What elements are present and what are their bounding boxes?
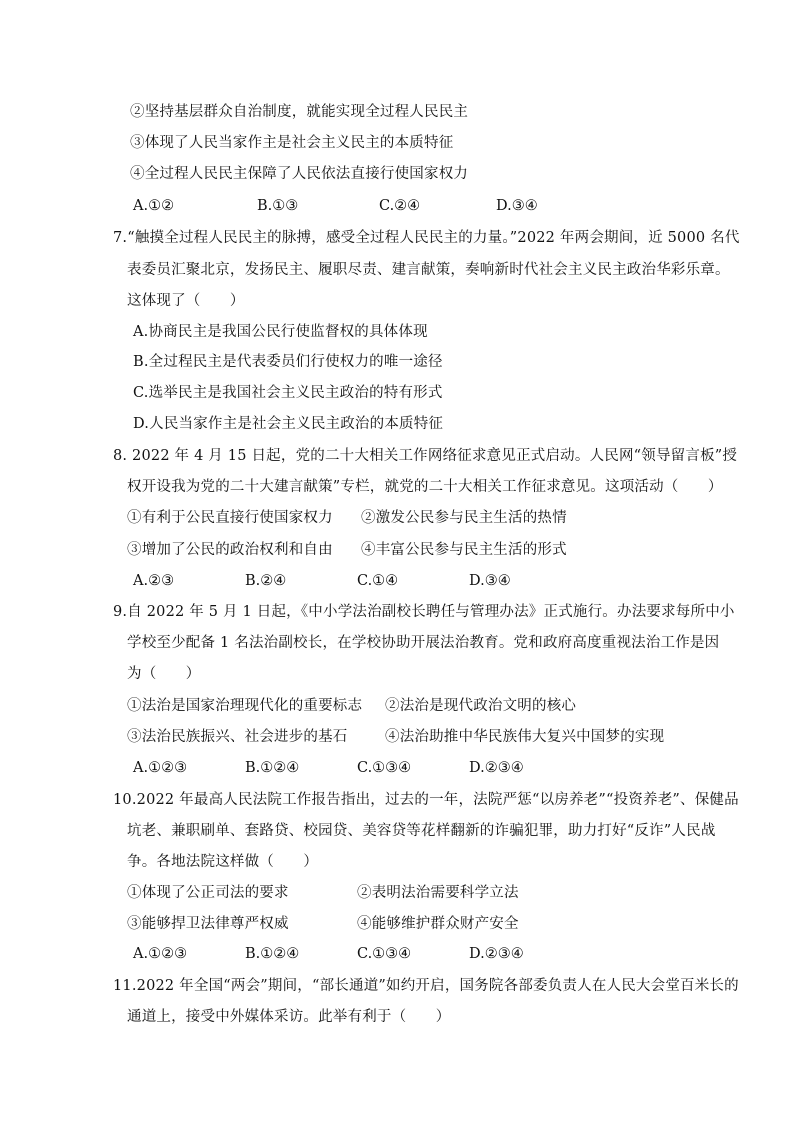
q6-statement-3: ③体现了人民当家作主是社会主义民主的本质特征 [130,135,454,151]
q11-stem-line-1: 11.2022 年全国“两会”期间，“部长通道”如约开启，国务院各部委负责人在人民大会堂百米长的 [113,978,739,994]
q6-statement-4: ④全过程人民民主保障了人民依法直接行使国家权力 [130,166,469,182]
q11-stem-line-2: 通道上，接受中外媒体采访。此举有利于（ ） [127,1009,451,1025]
q10-stem-line-2: 坑老、兼职刷单、套路贷、校园贷、美容贷等花样翻新的诈骗犯罪，助力打好“反诈”人民战 [127,823,716,839]
q9-stem-line-2: 学校至少配备 1 名法治副校长，在学校协助开展法治教育。党和政府高度重视法治工作是因 [127,635,720,651]
q6-option-b: B.①③ [257,198,299,214]
q7-stem-line-1: 7.“触摸全过程人民民主的脉搏，感受全过程人民民主的力量。”2022 年两会期间，近 5000 名代 [113,230,740,246]
q9-option-c: C.①③④ [357,760,412,776]
q8-option-d: D.③④ [469,573,511,589]
q8-option-c: C.①④ [357,573,399,589]
q8-stem-line-1: 8. 2022 年 4 月 15 日起，党的二十大相关工作网络征求意见正式启动。人民网“领导留言板”授 [113,448,738,464]
q9-stem-line-1: 9.自 2022 年 5 月 1 日起，《中小学法治副校长聘任与管理办法》正式施行。办法要求每所中小 [113,604,735,620]
q8-option-b: B.②④ [245,573,287,589]
q8-statement-2: ②激发公民参与民主生活的热情 [361,510,567,526]
q8-statement-4: ④丰富公民参与民主生活的形式 [361,542,567,558]
q6-statement-2: ②坚持基层群众自治制度，就能实现全过程人民民主 [130,104,469,120]
q7-option-c: C.选举民主是我国社会主义民主政治的特有形式 [133,385,443,401]
q8-option-a: A.②③ [133,573,175,589]
q10-option-c: C.①③④ [357,946,412,962]
q8-statement-1: ①有利于公民直接行使国家权力 [127,510,333,526]
q10-stem-line-1: 10.2022 年最高人民法院工作报告指出，过去的一年，法院严惩“以房养老”“投资养老”、保健品 [113,792,739,808]
q7-option-d: D.人民当家作主是社会主义民主政治的本质特征 [133,416,444,432]
q9-statement-3: ③法治民族振兴、社会进步的基石 [127,729,348,745]
q6-option-d: D.③④ [496,198,538,214]
q10-statement-4: ④能够维护群众财产安全 [357,916,519,932]
q10-option-d: D.②③④ [469,946,524,962]
q10-option-a: A.①②③ [133,946,188,962]
q6-option-c: C.②④ [379,198,421,214]
q10-statement-1: ①体现了公正司法的要求 [127,885,289,901]
q7-option-b: B.全过程民主是代表委员们行使权力的唯一途径 [133,354,443,370]
q9-option-d: D.②③④ [469,760,524,776]
q10-option-b: B.①②④ [245,946,300,962]
q7-stem-line-2: 表委员汇聚北京，发扬民主、履职尽责、建言献策，奏响新时代社会主义民主政治华彩乐章。 [127,262,730,278]
q10-stem-line-3: 争。各地法院这样做（ ） [127,854,319,870]
q10-statement-2: ②表明法治需要科学立法 [357,885,519,901]
q7-option-a: A.协商民主是我国公民行使监督权的具体体现 [133,324,428,340]
q7-stem-line-3: 这体现了（ ） [127,293,245,309]
q9-option-a: A.①②③ [133,760,188,776]
q8-statement-3: ③增加了公民的政治权利和自由 [127,542,333,558]
q9-statement-4: ④法治助推中华民族伟大复兴中国梦的实现 [385,729,665,745]
q9-stem-line-3: 为（ ） [127,666,201,682]
q9-statement-2: ②法治是现代政治文明的核心 [385,698,577,714]
q6-option-a: A.①② [133,198,175,214]
q10-statement-3: ③能够捍卫法律尊严权威 [127,916,289,932]
q8-stem-line-2: 权开设我为党的二十大建言献策”专栏，就党的二十大相关工作征求意见。这项活动（ ） [127,479,723,495]
q9-statement-1: ①法治是国家治理现代化的重要标志 [127,698,363,714]
q9-option-b: B.①②④ [245,760,300,776]
